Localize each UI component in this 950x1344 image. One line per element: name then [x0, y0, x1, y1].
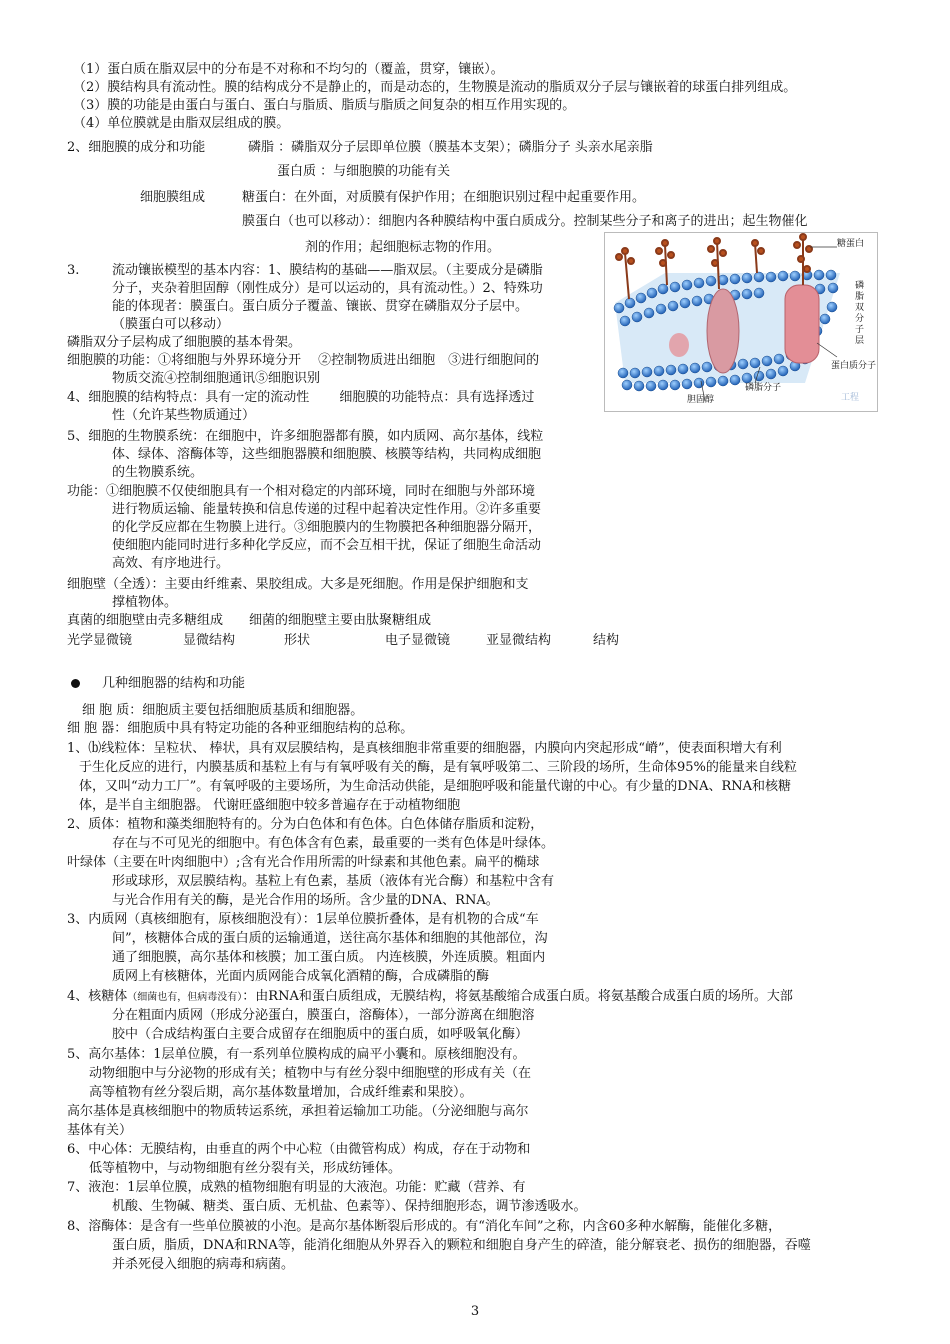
figure-label-bilayer [855, 281, 867, 347]
ribosome-2: 分在粗面内质网（形成分泌蛋白，膜蛋白，溶酶体），一部分游离在细胞溶 [112, 1008, 535, 1023]
mitochondria-4: 体，是半自主细胞器。 代谢旺盛细胞中较多普遍存在于动植物细胞 [79, 798, 461, 813]
plastid-2: 存在与不可见光的细胞中。有色体含有色素，最重要的一类有色体是叶绿体。 [112, 836, 555, 851]
plastid-1: 2、质体：植物和藻类细胞特有的。分为白色体和有色体。白色体储存脂质和淀粉， [67, 817, 544, 832]
page-number: 3 [470, 1304, 480, 1319]
bilayer-char: 双 [855, 303, 865, 313]
membrane-illustration [605, 233, 877, 411]
figure-label-protein: 蛋白质分子 [831, 361, 877, 371]
model-line-4: （膜蛋白可以移动） [112, 317, 230, 332]
list-item-1: （1）蛋白质在脂双层中的分布是不对称和不均匀的（覆盖，贯穿，镶嵌）。 [73, 62, 504, 77]
structure-feature-2: 性（允许某些物质通过） [112, 408, 256, 423]
centrosome-1: 6、中心体：无膜结构，由垂直的两个中心粒（由微管构成）构成，存在于动物和 [67, 1142, 531, 1157]
organelles-title: 几种细胞器的结构和功能 [102, 676, 246, 691]
biomembrane-function-5: 高效、有序地进行。 [112, 556, 230, 571]
er-3: 通了细胞膜，高尔基体和核膜；加工蛋白质。 内连核膜，外连质膜。粗面内 [112, 950, 546, 965]
vacuole-1: 7、液泡：1层单位膜，成熟的植物细胞有明显的大液泡。功能：贮藏（营养、有 [67, 1180, 526, 1195]
membrane-protein-cont: 剂的作用；起细胞标志物的作用。 [305, 240, 501, 255]
ribosome-label: 4、核糖体 [67, 989, 128, 1004]
cytoplasm-def: 细 胞 质：细胞质主要包括细胞质基质和细胞器。 [82, 703, 364, 718]
glycoprotein-line: 糖蛋白：在外面，对质膜有保护作用；在细胞识别过程中起重要作用。 [242, 190, 646, 205]
figure-watermark: 工程 [841, 393, 860, 403]
organelle-def: 细 胞 器：细胞质中具有特定功能的各种亚细胞结构的总称。 [67, 721, 414, 736]
figure-label-cholesterol: 胆固醇 [687, 395, 715, 405]
bilayer-char: 脂 [855, 292, 865, 302]
chloroplast-1: 叶绿体（主要在叶肉细胞中）;含有光合作用所需的叶绿素和其他色素。扁平的椭球 [67, 855, 540, 870]
microscope-term-2: 显微结构 [183, 633, 236, 648]
composition-heading: 2、细胞膜的成分和功能 [67, 140, 206, 155]
golgi-5: 基体有关） [67, 1123, 133, 1138]
golgi-2: 动物细胞中与分泌物的形成有关；植物中与有丝分裂中细胞壁的形成有关（在 [89, 1066, 532, 1081]
bilayer-char: 分 [855, 314, 865, 324]
list-item-3: （3）膜的功能是由蛋白与蛋白、蛋白与脂质、脂质与脂质之间复杂的相互作用实现的。 [73, 98, 576, 113]
chloroplast-3: 与光合作用有关的酶，是光合作用的场所。含少量的DNA、RNA。 [112, 893, 499, 908]
biomembrane-function-3: 的化学反应都在生物膜上进行。③细胞膜内的生物膜把各种细胞器分隔开， [112, 520, 542, 535]
cell-wall-3: 真菌的细胞壁由壳多糖组成 细菌的细胞壁主要由肽聚糖组成 [67, 613, 432, 628]
membrane-function-2: 物质交流④控制细胞通讯⑤细胞识别 [112, 371, 321, 386]
microscope-term-1: 光学显微镜 [67, 633, 133, 648]
biomembrane-function-2: 进行物质运输、能量转换和信息传递的过程中起着决定性作用。②许多重要 [112, 502, 542, 517]
golgi-3: 高等植物有丝分裂后期，高尔基体数量增加，合成纤维素和果胶）。 [89, 1085, 473, 1100]
biomembrane-function-4: 使细胞内能同时进行多种化学反应，而不会互相干扰，保证了细胞生命活动 [112, 538, 542, 553]
lysosome-1: 8、溶酶体：是含有一些单位膜被的小泡。是高尔基体断裂后形成的。有“消化车间”之称，内含60多种水解酶，能催化多糖， [67, 1219, 782, 1234]
biomembrane-2: 体、绿体、溶酶体等，这些细胞器膜和细胞膜、核膜等结构，共同构成细胞 [112, 447, 542, 462]
bilayer-char: 磷 [855, 281, 865, 291]
lysosome-2: 蛋白质，脂质，DNA和RNA等，能消化细胞从外界吞入的颗粒和细胞自身产生的碎渣，能分解衰老、损伤的细胞器，吞噬 [112, 1238, 811, 1253]
cell-wall-2: 撑植物体。 [112, 595, 178, 610]
model-line-2: 分子，夹杂着胆固醇（刚性成分）是可以运动的，具有流动性。）2、特殊功 [112, 281, 543, 296]
microscope-term-5: 亚显微结构 [486, 633, 552, 648]
list-item-2: （2）膜结构具有流动性。膜的结构成分不是静止的，而是动态的，生物膜是流动的脂质双分子层与镶嵌着的球蛋白排列组成。 [73, 80, 797, 95]
mitochondria-1: 1、⒝线粒体：呈粒状、 棒状，具有双层膜结构，是真核细胞非常重要的细胞器，内膜向内突起形成“嵴”，使表面积增大有利 [67, 741, 782, 756]
membrane-function-1: 细胞膜的功能：①将细胞与外界环境分开 ②控制物质进出细胞 ③进行细胞间的 [67, 353, 540, 368]
composition-group-label: 细胞膜组成 [140, 190, 206, 205]
model-line-3: 能的体现者：膜蛋白。蛋白质分子覆盖、镶嵌、贯穿在磷脂双分子层中。 [112, 299, 529, 314]
figure-label-phospholipid: 磷脂分子 [745, 383, 782, 393]
model-number: 3. [67, 263, 80, 278]
ribosome-note: （细菌也有，但病毒没有） [127, 992, 243, 1003]
biomembrane-1: 5、细胞的生物膜系统：在细胞中，许多细胞器都有膜，如内质网、高尔基体，线粒 [67, 429, 544, 444]
chloroplast-2: 形或球形，双层膜结构。基粒上有色素，基质（液体有光合酶）和基粒中含有 [112, 874, 555, 889]
golgi-1: 5、高尔基体：1层单位膜，有一系列单位膜构成的扁平小囊和。原核细胞没有。 [67, 1047, 526, 1062]
centrosome-2: 低等植物中，与动物细胞有丝分裂有关，形成纺锤体。 [89, 1161, 402, 1176]
model-line-1: 流动镶嵌模型的基本内容：1、膜结构的基础——脂双层。（主要成分是磷脂 [112, 263, 543, 278]
mitochondria-3: 体，又叫“动力工厂”。有氧呼吸的主要场所，为生命活动供能，是细胞呼吸和能量代谢的中心。有少量的DNA、RNA和核糖 [79, 779, 792, 794]
biomembrane-3: 的生物膜系统。 [112, 465, 204, 480]
model-line-5: 磷脂双分子层构成了细胞膜的基本骨架。 [67, 335, 302, 350]
structure-feature-1: 4、细胞膜的结构特点：具有一定的流动性 细胞膜的功能特点：具有选择透过 [67, 390, 535, 405]
cell-wall-1: 细胞壁（全透）：主要由纤维素、果胶组成。大多是死细胞。作用是保护细胞和支 [67, 577, 529, 592]
phospholipid-line: 磷脂 ：磷脂双分子层即单位膜（膜基本支架）；磷脂分子 头亲水尾亲脂 [248, 140, 653, 155]
microscope-term-4: 电子显微镜 [385, 633, 451, 648]
er-2: 间”，核糖体合成的蛋白质的运输通道，送往高尔基体和细胞的其他部位，沟 [112, 931, 548, 946]
protein-line: 蛋白质 ：与细胞膜的功能有关 [277, 164, 451, 179]
bullet-icon [71, 679, 80, 688]
bilayer-char: 层 [855, 336, 865, 346]
er-4: 质网上有核糖体，光面内质网能合成氧化酒精的酶，合成磷脂的酶 [112, 969, 490, 984]
lysosome-3: 并杀死侵入细胞的病毒和病菌。 [112, 1257, 295, 1272]
figure-label-glycoprotein: 糖蛋白 [837, 239, 865, 249]
golgi-4: 高尔基体是真核细胞中的物质转运系统，承担着运输加工功能。（分泌细胞与高尔 [67, 1104, 529, 1119]
bilayer-char: 子 [855, 325, 865, 335]
mitochondria-2: 于生化反应的进行，内膜基质和基粒上有与有氧呼吸有关的酶，是有氧呼吸第二、三阶段的场所，生命体95%的能量来自线粒 [79, 760, 797, 775]
microscope-term-3: 形状 [284, 633, 311, 648]
ribosome-text: ：由RNA和蛋白质组成，无膜结构，将氨基酸缩合成蛋白质。将氨基酸合成蛋白质的场所。大部 [242, 989, 793, 1004]
microscope-term-6: 结构 [593, 633, 620, 648]
ribosome-3: 胶中（合成结构蛋白主要合成留存在细胞质中的蛋白质，如呼吸氧化酶） [112, 1027, 529, 1042]
vacuole-2: 机酸、生物碱、糖类、蛋白质、无机盐、色素等）、保持细胞形态，调节渗透吸水。 [112, 1199, 587, 1214]
membrane-protein-line: 膜蛋白（也可以移动）：细胞内各种膜结构中蛋白质成分。控制某些分子和离子的进出；起生物催化 [242, 214, 808, 229]
list-item-4: （4）单位膜就是由脂双层组成的膜。 [73, 116, 290, 131]
biomembrane-function-1: 功能：①细胞膜不仅使细胞具有一个相对稳定的内部环境，同时在细胞与外部环境 [67, 484, 536, 499]
er-1: 3、内质网（真核细胞有，原核细胞没有）：1层单位膜折叠体，是有机物的合成“车 [67, 912, 539, 927]
membrane-figure [604, 232, 878, 412]
ribosome-1 [67, 988, 793, 1007]
